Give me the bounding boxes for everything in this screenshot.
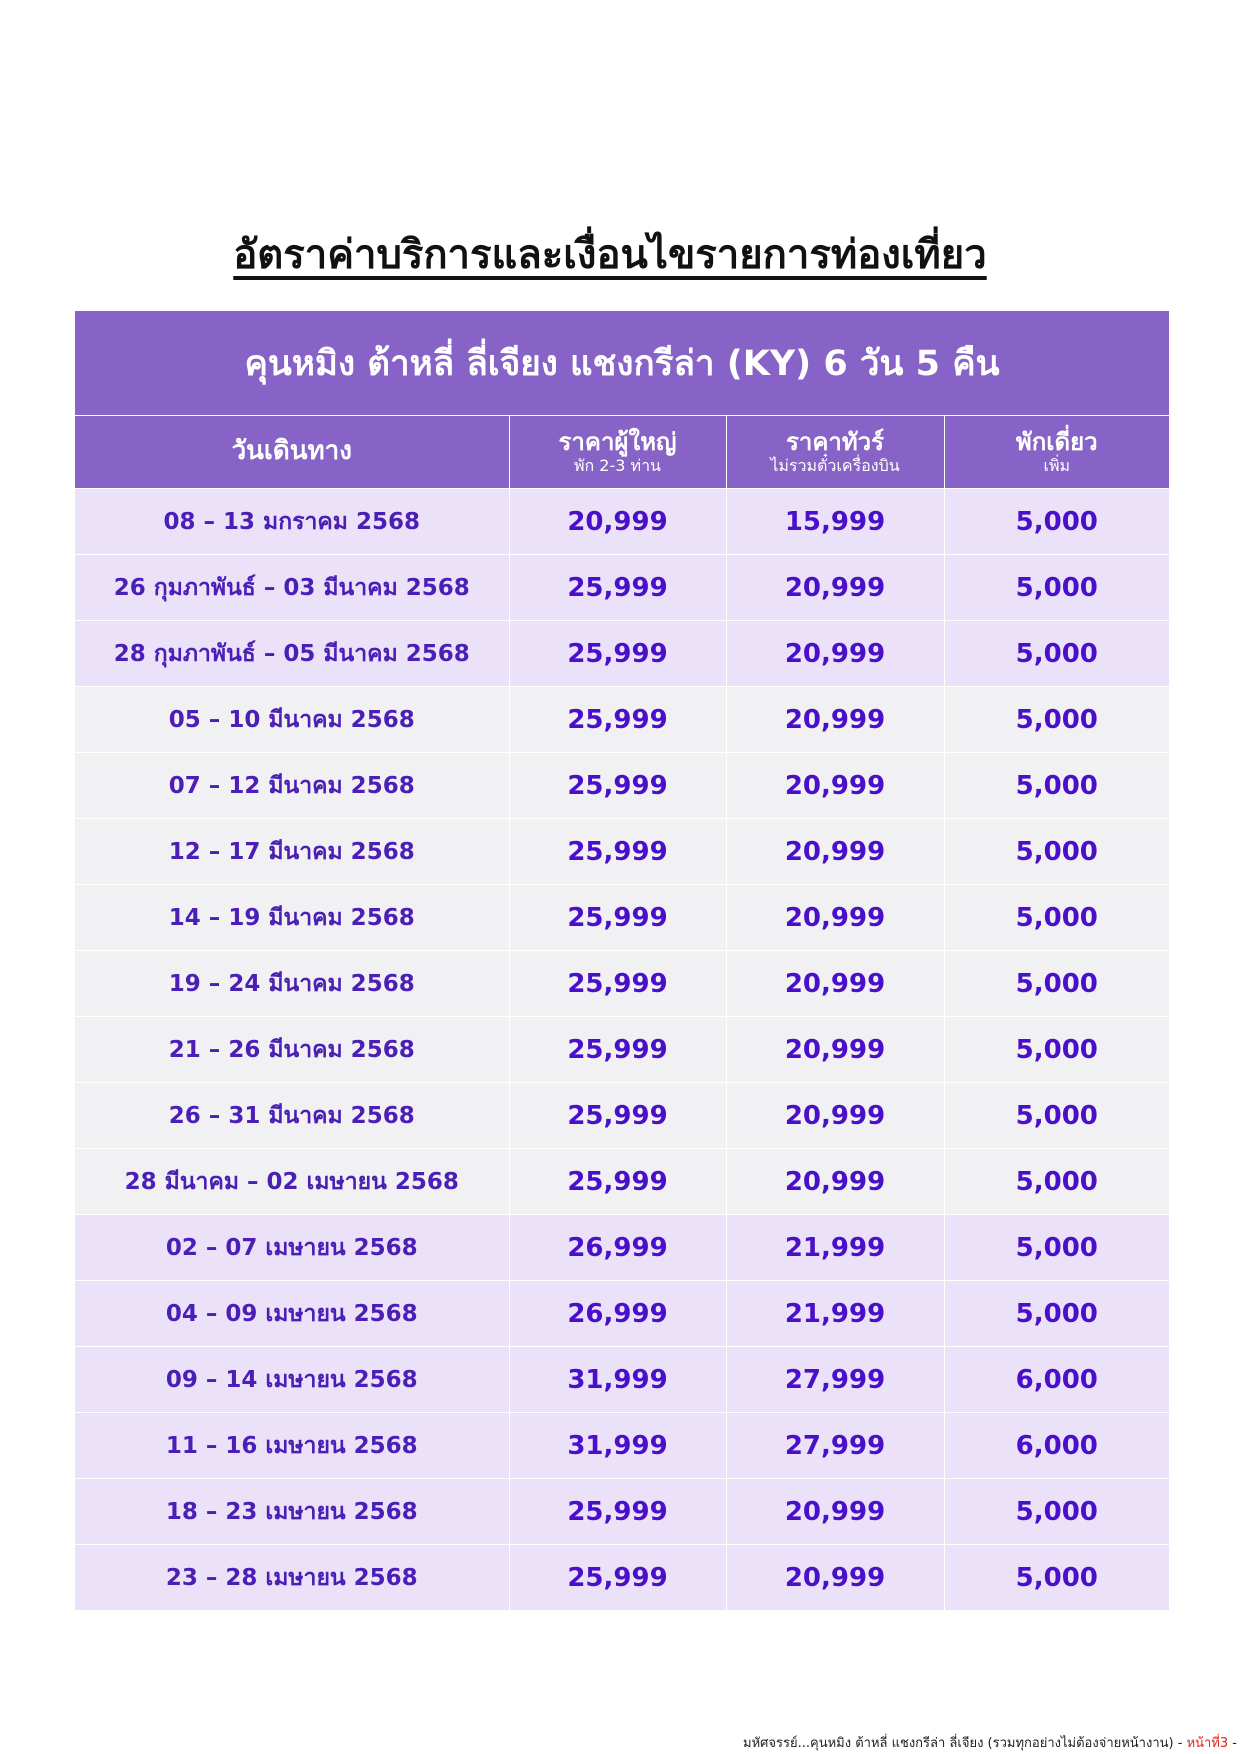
column-header-tour-price — [726, 416, 944, 489]
adult-price: 25,999 — [509, 1149, 726, 1215]
adult-price: 26,999 — [509, 1281, 726, 1347]
price-table — [75, 311, 1169, 1610]
footer-suffix: - — [1228, 1736, 1237, 1751]
tour-price: 20,999 — [726, 1149, 944, 1215]
column-header-date — [75, 416, 509, 489]
table-row — [75, 489, 1169, 555]
tour-price: 20,999 — [726, 555, 944, 621]
departure-date: 04 – 09 เมษายน 2568 — [75, 1281, 509, 1347]
column-header-adult-price — [509, 416, 726, 489]
single-supplement: 5,000 — [944, 489, 1169, 555]
departure-date: 02 – 07 เมษายน 2568 — [75, 1215, 509, 1281]
adult-price: 25,999 — [509, 687, 726, 753]
departure-date: 21 – 26 มีนาคม 2568 — [75, 1017, 509, 1083]
column-header-single-supplement-label: พักเดี่ยว — [1015, 428, 1098, 456]
single-supplement: 5,000 — [944, 753, 1169, 819]
single-supplement: 6,000 — [944, 1347, 1169, 1413]
departure-date: 08 – 13 มกราคม 2568 — [75, 489, 509, 555]
column-header-single-supplement-note: เพิ่ม — [1043, 455, 1071, 475]
column-header-tour-price-note: ไม่รวมตั๋วเครื่องบิน — [770, 455, 900, 475]
single-supplement: 5,000 — [944, 1215, 1169, 1281]
single-supplement: 5,000 — [944, 1281, 1169, 1347]
adult-price: 25,999 — [509, 1017, 726, 1083]
adult-price: 25,999 — [509, 885, 726, 951]
departure-date: 26 – 31 มีนาคม 2568 — [75, 1083, 509, 1149]
tour-price: 27,999 — [726, 1347, 944, 1413]
single-supplement: 5,000 — [944, 1149, 1169, 1215]
single-supplement: 5,000 — [944, 819, 1169, 885]
tour-price: 20,999 — [726, 753, 944, 819]
adult-price: 31,999 — [509, 1413, 726, 1479]
table-row — [75, 1413, 1169, 1479]
single-supplement: 5,000 — [944, 885, 1169, 951]
departure-date: 28 มีนาคม – 02 เมษายน 2568 — [75, 1149, 509, 1215]
departure-date: 11 – 16 เมษายน 2568 — [75, 1413, 509, 1479]
single-supplement: 6,000 — [944, 1413, 1169, 1479]
table-row — [75, 555, 1169, 621]
adult-price: 26,999 — [509, 1215, 726, 1281]
departure-date: 18 – 23 เมษายน 2568 — [75, 1479, 509, 1545]
single-supplement: 5,000 — [944, 1479, 1169, 1545]
single-supplement: 5,000 — [944, 1545, 1169, 1611]
departure-date: 26 กุมภาพันธ์ – 03 มีนาคม 2568 — [75, 555, 509, 621]
departure-date: 09 – 14 เมษายน 2568 — [75, 1347, 509, 1413]
tour-name: คุนหมิง ต้าหลี่ ลี่เจียง แชงกรีล่า (KY) 6 วัน 5 คืน — [75, 311, 1169, 416]
column-header-row — [75, 416, 1169, 489]
column-header-tour-price-label: ราคาทัวร์ — [785, 428, 885, 456]
price-rows — [75, 489, 1169, 1611]
tour-price: 20,999 — [726, 1545, 944, 1611]
single-supplement: 5,000 — [944, 621, 1169, 687]
tour-name-row — [75, 311, 1169, 416]
adult-price: 20,999 — [509, 489, 726, 555]
adult-price: 25,999 — [509, 621, 726, 687]
table-row — [75, 951, 1169, 1017]
table-row — [75, 621, 1169, 687]
tour-price: 20,999 — [726, 1083, 944, 1149]
tour-price: 21,999 — [726, 1215, 944, 1281]
tour-price: 27,999 — [726, 1413, 944, 1479]
departure-date: 28 กุมภาพันธ์ – 05 มีนาคม 2568 — [75, 621, 509, 687]
departure-date: 19 – 24 มีนาคม 2568 — [75, 951, 509, 1017]
single-supplement: 5,000 — [944, 951, 1169, 1017]
tour-price: 20,999 — [726, 819, 944, 885]
adult-price: 31,999 — [509, 1347, 726, 1413]
single-supplement: 5,000 — [944, 687, 1169, 753]
footer-note — [743, 1732, 1237, 1753]
tour-price: 20,999 — [726, 1479, 944, 1545]
column-header-date-label: วันเดินทาง — [231, 436, 352, 467]
column-header-adult-price-note: พัก 2-3 ท่าน — [573, 455, 661, 475]
tour-price: 20,999 — [726, 1017, 944, 1083]
departure-date: 12 – 17 มีนาคม 2568 — [75, 819, 509, 885]
table-row — [75, 1545, 1169, 1611]
table-row — [75, 885, 1169, 951]
tour-price: 20,999 — [726, 687, 944, 753]
tour-price: 20,999 — [726, 621, 944, 687]
adult-price: 25,999 — [509, 819, 726, 885]
departure-date: 23 – 28 เมษายน 2568 — [75, 1545, 509, 1611]
table-row — [75, 1017, 1169, 1083]
table-row — [75, 1083, 1169, 1149]
departure-date: 07 – 12 มีนาคม 2568 — [75, 753, 509, 819]
table-row — [75, 1215, 1169, 1281]
adult-price: 25,999 — [509, 753, 726, 819]
adult-price: 25,999 — [509, 1083, 726, 1149]
adult-price: 25,999 — [509, 555, 726, 621]
tour-price: 15,999 — [726, 489, 944, 555]
footer-page-number: หน้าที่3 — [1186, 1736, 1229, 1751]
single-supplement: 5,000 — [944, 1017, 1169, 1083]
column-header-adult-price-label: ราคาผู้ใหญ่ — [558, 428, 677, 456]
table-row — [75, 1347, 1169, 1413]
table-row — [75, 687, 1169, 753]
table-row — [75, 1479, 1169, 1545]
adult-price: 25,999 — [509, 951, 726, 1017]
table-row — [75, 1149, 1169, 1215]
table-row — [75, 819, 1169, 885]
adult-price: 25,999 — [509, 1479, 726, 1545]
single-supplement: 5,000 — [944, 1083, 1169, 1149]
table-row — [75, 753, 1169, 819]
departure-date: 14 – 19 มีนาคม 2568 — [75, 885, 509, 951]
departure-date: 05 – 10 มีนาคม 2568 — [75, 687, 509, 753]
adult-price: 25,999 — [509, 1545, 726, 1611]
tour-price: 20,999 — [726, 885, 944, 951]
page-title: อัตราค่าบริการและเงื่อนไขรายการท่องเที่ยว — [233, 232, 987, 278]
footer-text: มหัศจรรย์...คุนหมิง ต้าหลี่ แชงกรีล่า ลี่เจียง (รวมทุกอย่างไม่ต้องจ่ายหน้างาน) - — [743, 1736, 1187, 1751]
tour-price: 20,999 — [726, 951, 944, 1017]
tour-price: 21,999 — [726, 1281, 944, 1347]
table-row — [75, 1281, 1169, 1347]
column-header-single-supplement — [944, 416, 1169, 489]
single-supplement: 5,000 — [944, 555, 1169, 621]
